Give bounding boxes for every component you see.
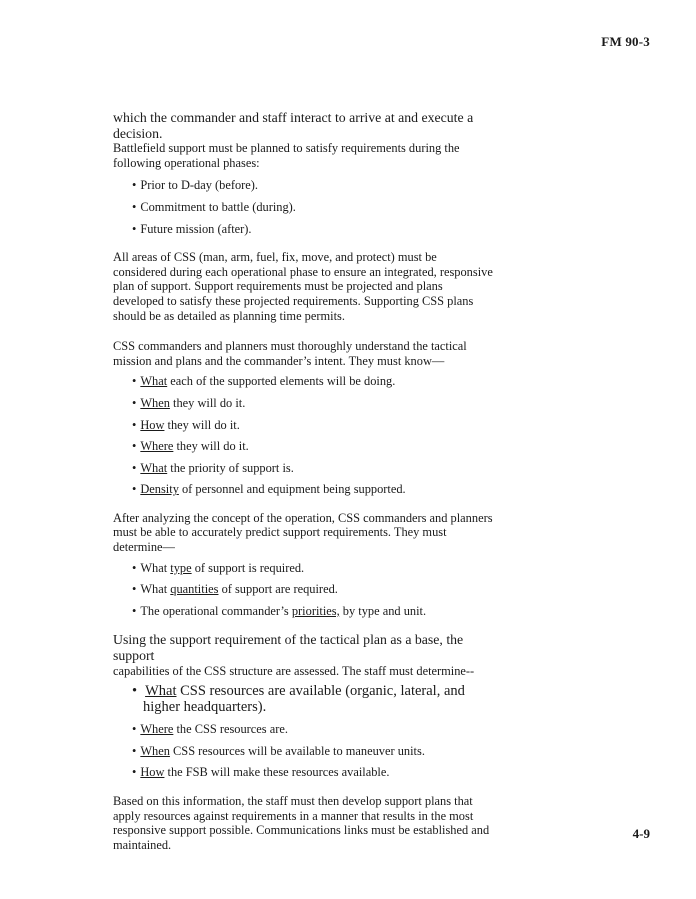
list-item: • Future mission (after). <box>132 222 493 237</box>
list-item: • How the FSB will make these resources available. <box>132 765 493 780</box>
list-item: • What quantities of support are required. <box>132 582 493 597</box>
determine-paragraph: After analyzing the concept of the operation, CSS commanders and planners must be able to accurately predict support requirements. They must determine— <box>113 510 493 555</box>
key-term: quantities <box>170 582 219 597</box>
capabilities-list <box>113 684 493 780</box>
list-item: • What the priority of support is. <box>132 461 493 476</box>
capabilities-line-1: Using the support requirement of the tactical plan as a base, the support <box>113 632 464 664</box>
key-term: Where <box>140 439 174 454</box>
list-item: • Commitment to battle (during). <box>132 200 493 215</box>
key-term: What <box>140 460 168 475</box>
css-areas-paragraph: All areas of CSS (man, arm, fuel, fix, move, and protect) must be considered during each operational phase to ensure an integrated, responsive plan of support. Support requirements must be projected and plans developed to satisfy these projected requirements. Supporting CSS plans should be as detailed as planning time permits. <box>113 250 493 323</box>
page-number: 4-9 <box>632 826 650 841</box>
key-term: How <box>140 765 165 780</box>
list-item: • The operational commander’s priorities, by type and unit. <box>132 604 493 619</box>
document-body <box>113 110 493 852</box>
phases-list <box>113 178 493 236</box>
closing-paragraph: Based on this information, the staff must then develop support plans that apply resources against requirements in a manner that results in the most responsive support possible. Communications links must be established and maintained. <box>113 794 490 852</box>
list-item: • Density of personnel and equipment being supported. <box>132 482 493 497</box>
key-term: What <box>145 683 177 700</box>
list-item: • What CSS resources are available (organic, lateral, and higher headquarters). <box>132 684 493 715</box>
key-term: When <box>140 395 170 410</box>
list-item: • How they will do it. <box>132 418 493 433</box>
list-item: • When CSS resources will be available to maneuver units. <box>132 744 493 759</box>
list-item: • When they will do it. <box>132 396 493 411</box>
know-list <box>113 374 493 497</box>
key-term: type <box>170 560 192 575</box>
intro-paragraph <box>113 110 493 170</box>
intro-line-1: which the commander and staff interact to arrive at and execute a decision. <box>113 110 474 141</box>
list-item: • Where they will do it. <box>132 439 493 454</box>
list-item: • What each of the supported elements will be doing. <box>132 374 493 389</box>
intro-line-2: Battlefield support must be planned to satisfy requirements during the following operational phases: <box>113 141 460 170</box>
list-item: • Where the CSS resources are. <box>132 722 493 737</box>
key-term: What <box>140 374 168 389</box>
key-term: How <box>140 417 165 432</box>
list-item: • Prior to D-day (before). <box>132 178 493 193</box>
key-term: Where <box>140 722 174 737</box>
determine-list <box>113 561 493 619</box>
document-id: FM 90-3 <box>601 34 650 49</box>
capabilities-line-2: capabilities of the CSS structure are assessed. The staff must determine-- <box>113 663 475 678</box>
key-term: When <box>140 743 170 758</box>
know-paragraph: CSS commanders and planners must thoroughly understand the tactical mission and plans and the commander’s intent. They must know— <box>113 339 467 368</box>
key-term: priorities, <box>291 603 340 618</box>
capabilities-paragraph <box>113 632 493 678</box>
list-item: • What type of support is required. <box>132 561 493 576</box>
key-term: Density <box>140 482 179 497</box>
